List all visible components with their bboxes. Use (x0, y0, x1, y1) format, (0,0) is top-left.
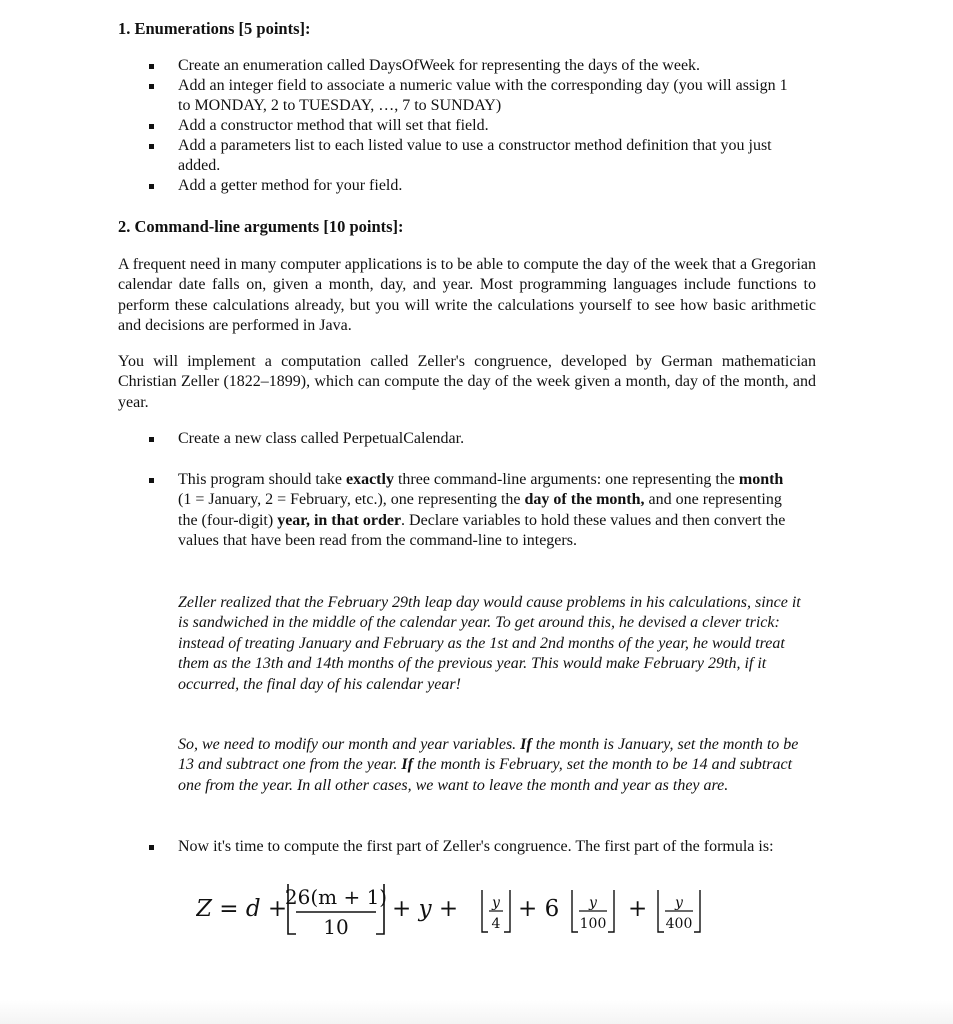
bullet-text: Now it's time to compute the first part of Zeller's congruence. The first part of the formula is: (178, 838, 774, 855)
bullet-text: Create a new class called PerpetualCalendar. (178, 430, 465, 447)
zeller-formula (196, 876, 776, 946)
paragraph-intro: A frequent need in many computer applications is to be able to compute the day of the week that a Gregorian calendar date falls on, given a month, day, and year. Most programming languages include functions to perform these calculations already, but you will write the calculations yourself to see how basic arithmetic and decisions are performed in Java. (118, 256, 816, 335)
bullet-create-class (118, 429, 818, 449)
section2-heading: 2. Command-line arguments [10 points]: (118, 217, 404, 236)
page-bottom-edge (0, 1000, 953, 1024)
list-item: Add a constructor method that will set that field. (118, 116, 818, 136)
formula-numerator-4: y (675, 895, 683, 911)
formula-middle-2: + 6 (518, 896, 560, 922)
bullet-first-part (118, 837, 818, 857)
formula-numerator-2: y (492, 895, 500, 911)
formula-denominator-3: 100 (579, 916, 607, 932)
italic-note-leap-day: Zeller realized that the February 29th leap day would cause problems in his calculations, since it is sandwiched in the middle of the calendar year. To get around this, he devised a clever trick: instead of treating January and February as the 1st and 2nd months of the year, he would treat them as the 13th and 14th months of the previous year. This would make February 29th, if it occurred, the final day of his calendar year! (178, 594, 801, 693)
formula-denominator-1: 10 (323, 915, 349, 939)
formula-numerator-3: y (589, 895, 597, 911)
bullet-text: This program should take exactly three command-line arguments: one representing the month (1 = January, 2 = February, etc.), one representing the day of the month, and one representing the (four-digit) year, in that order. Declare variables to hold these values and then convert the values that have been read from the command-line to integers. (178, 471, 786, 550)
list-item: Add an integer field to associate a numeric value with the corresponding day (you will assign 1 to MONDAY, 2 to TUESDAY, …, 7 to SUNDAY) (118, 76, 798, 116)
section1-bullet-list (118, 56, 818, 196)
formula-middle-3: + (628, 896, 648, 922)
italic-note-modify: So, we need to modify our month and year variables. If the month is January, set the month to be 13 and subtract one from the year. If the month is February, set the month to be 14 and subtract one from the year. In all other cases, we want to leave the month and year as they are. (178, 736, 799, 794)
formula-numerator-1: 26(m + 1) (284, 885, 388, 909)
bullet-command-line (118, 470, 818, 552)
bullet-marker (149, 478, 154, 483)
list-item: Add a getter method for your field. (118, 176, 818, 196)
list-item: Add a parameters list to each listed value to use a constructor method definition that you just added. (118, 136, 798, 176)
bullet-marker (149, 845, 154, 850)
paragraph-zeller: You will implement a computation called Zeller's congruence, developed by German mathematician Christian Zeller (1822–1899), which can compute the day of the week given a month, day of the month, and year. (118, 353, 816, 411)
list-item: Create an enumeration called DaysOfWeek for representing the days of the week. (118, 56, 818, 76)
formula-denominator-4: 400 (665, 916, 693, 932)
bullet-marker (149, 437, 154, 442)
formula-lhs: Z = d + (196, 896, 288, 922)
formula-middle-1: + y + (392, 896, 459, 922)
formula-denominator-2: 4 (491, 916, 501, 932)
section1-heading: 1. Enumerations [5 points]: (118, 19, 311, 38)
